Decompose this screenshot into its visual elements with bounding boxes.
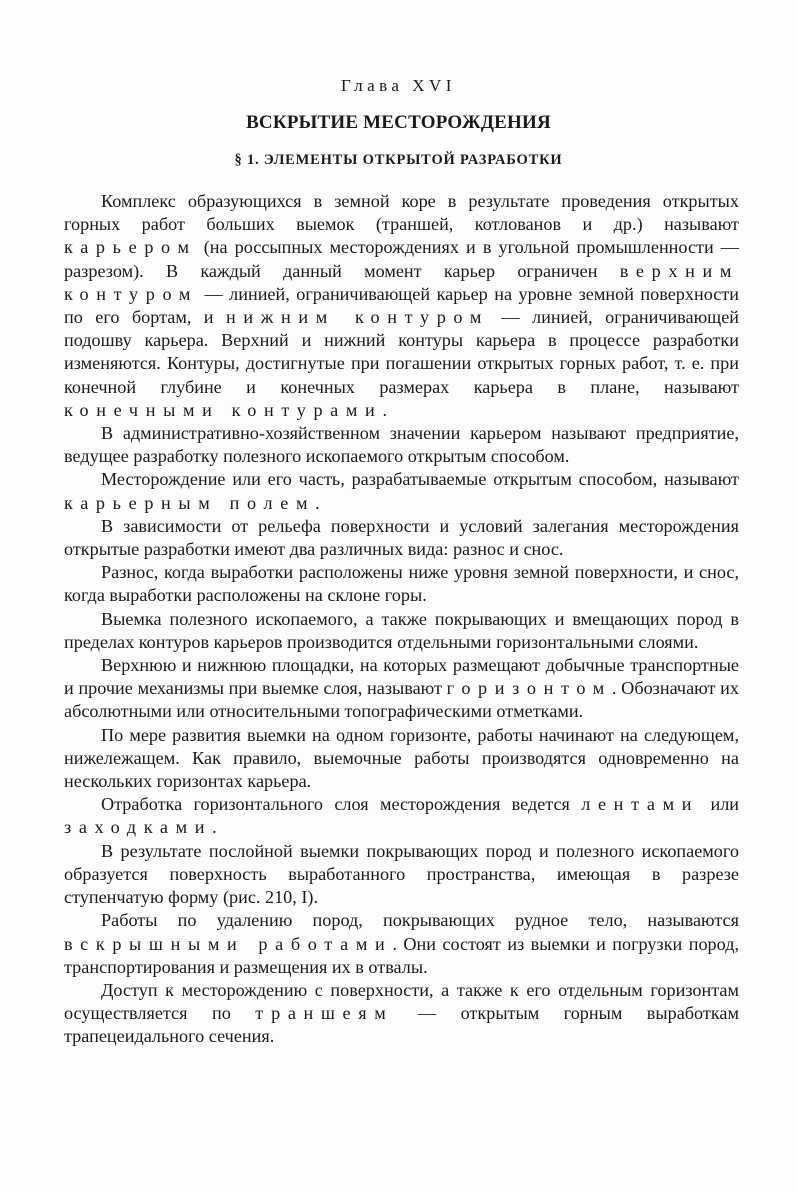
paragraph [64,840,739,910]
paragraph [64,724,739,794]
text-run: — линией, ограничивающей подошву карьера. Верхний и нижний контуры карьера в процессе разработки изменяются. Контуры, достигнутые при погашении открытых горных работ, т. е. при конечной глубине и конечных размерах карьера в плане, называют [64,307,739,397]
paragraph [64,909,739,979]
spaced-term: траншеям [255,1003,394,1024]
paragraph [64,190,739,422]
paragraph [64,515,739,561]
text-run: . [212,817,217,838]
text-run: Комплекс образующихся в земной коре в результате проведения открытых горных работ больших выемок (траншей, котлованов и др.) называют [64,191,739,235]
text-run: . Обозначают их абсолютными или относительными топографическими отметками. [64,678,739,722]
text-run: Доступ к месторождению с поверхности, а также к его отдельным горизонтам осуществляется по [64,979,739,1024]
text-run: Отработка горизонтального слоя месторождения ведется [101,794,582,815]
text-run: . [382,399,387,420]
text-run: Работы по удалению пород, покрывающих рудное тело, называются [101,910,739,931]
paragraph [64,608,739,654]
paragraph [64,793,739,839]
spaced-term: карьерным полем [64,492,316,513]
text-run: — линией, ограничивающей карьер на уровне земной поверхности по его бортам, и [64,283,739,328]
spaced-term: лентами [581,794,700,815]
text-run: Выемка полезного ископаемого, а также покрывающих и вмещающих пород в пределах контуров карьеров производится отдельными горизонтальными слоями. [64,608,739,652]
text-run: Верхнюю и нижнюю площадки, на которых размещают добычные транспортные и прочие механизмы при выемке слоя, называют [64,655,739,699]
spaced-term: конечными контурами [64,399,383,420]
text-run: — открытым горным выработкам трапецеидального сечения. [64,1003,739,1047]
body-text [64,190,739,1049]
text-run: В зависимости от рельефа поверхности и условий залегания месторождения открытые разработки имеют два различных вида: разнос и снос. [64,515,739,560]
spaced-term: верхним контуром [64,260,739,304]
paragraph [64,422,739,468]
text-run: Разнос, когда выработки расположены ниже уровня земной поверхности, и снос, когда выработки расположены на склоне горы. [64,562,739,606]
chapter-title: ВСКРЫТИЕ МЕСТОРОЖДЕНИЯ [246,112,551,133]
section-heading: § 1. ЭЛЕМЕНТЫ ОТКРЫТОЙ РАЗРАБОТКИ [234,152,563,168]
text-run: В результате послойной выемки покрывающих пород и полезного ископаемого образуется поверхность выработанного пространства, имеющая в разрезе ступенчатую форму (рис. 210, I). [64,840,739,908]
text-run: . Они состоят из выемки и погрузки пород, транспортирования и размещения их в отвалы. [64,933,740,977]
paragraph [64,979,739,1049]
spaced-term: вскрышными работами [64,933,393,954]
spaced-term: горизонтом [446,678,612,699]
text-run: или [699,794,740,815]
paragraph [64,468,739,514]
chapter-heading: Глава XVI [341,76,456,95]
paragraph [64,561,739,607]
spaced-term: заходками [64,817,213,838]
text-run: Месторождение или его часть, разрабатываемые открытым способом, называют [101,469,739,490]
text-run: В административно-хозяйственном значении карьером называют предприятие, ведущее разработку полезного ископаемого открытым способом. [64,423,739,467]
paragraph [64,654,739,724]
spaced-term: нижним контуром [225,307,489,328]
spaced-term: карьером [64,237,197,258]
text-run: . [315,492,320,513]
text-run: (на россыпных месторождениях и в угольной промышленности — разрезом). В каждый данный момент карьер ограничен [64,237,739,281]
text-run: По мере развития выемки на одном горизонте, работы начинают на следующем, нижележащем. Как правило, выемочные работы производятся одновременно на нескольких горизонтах карьера. [64,724,739,792]
